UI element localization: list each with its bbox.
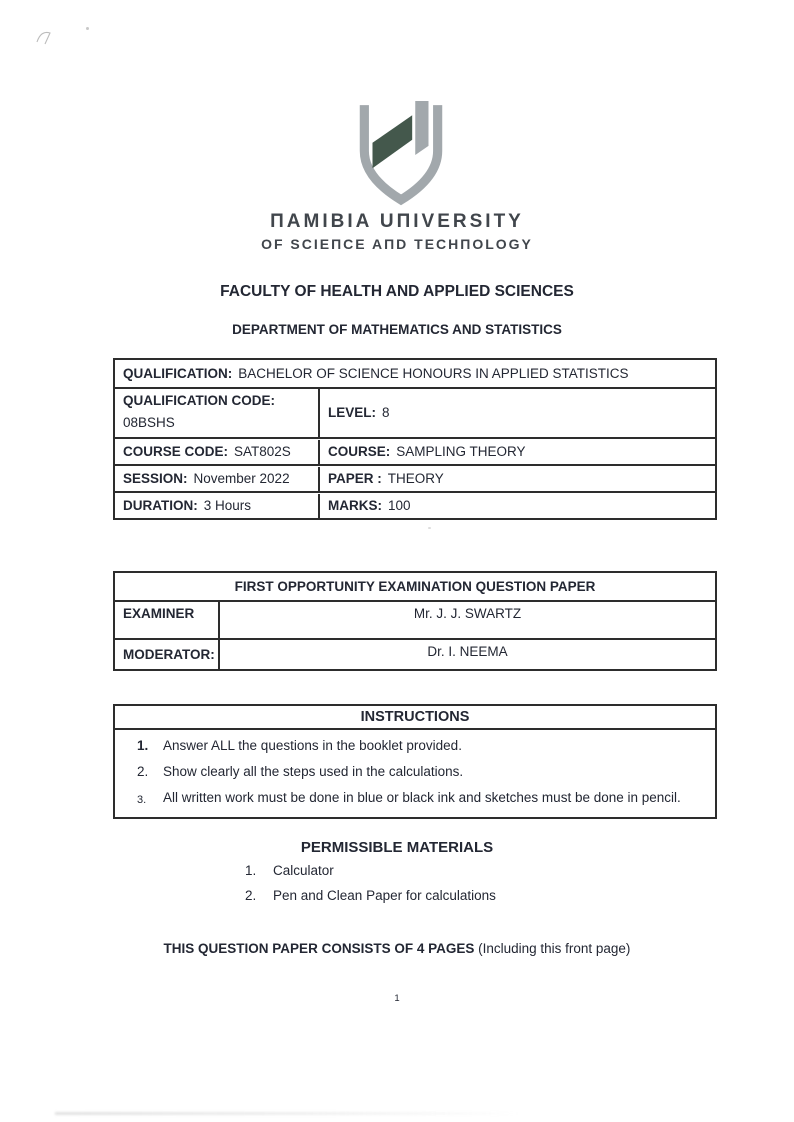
shield-green-banner [372, 115, 412, 168]
permissible-materials-title: PERMISSIBLE MATERIALS [300, 839, 494, 856]
material-item [245, 862, 496, 879]
faculty-heading: FACULTY OF HEALTH AND APPLIED SCIENCES [220, 283, 574, 300]
session-label: SESSION: [123, 470, 188, 486]
material-number: 1. [245, 863, 257, 878]
course-label: COURSE: [328, 443, 391, 459]
shield-logo-icon [350, 98, 452, 210]
duration-value: 3 Hours [203, 497, 252, 513]
level-cell [320, 389, 715, 437]
qualification-code-label: QUALIFICATION CODE: [123, 393, 275, 408]
examiner-name: Mr. J. J. SWARTZ [413, 606, 522, 621]
moderator-label: MODERATOR: [115, 640, 220, 669]
page-count-note [0, 941, 794, 956]
instruction-text: Show clearly all the steps used in the calculations. [163, 764, 464, 779]
paper-label: PAPER : [328, 470, 382, 486]
paper-value: THEORY [387, 470, 444, 486]
page-number: 1 [394, 993, 400, 1004]
instructions-title: INSTRUCTIONS [115, 706, 715, 730]
university-wordmark-line1: ПAMIBIA UПIVERSITY [270, 211, 524, 232]
marks-value: 100 [388, 497, 411, 513]
course-code-label: COURSE CODE: [123, 443, 229, 459]
examiner-row [115, 600, 715, 638]
page-count-bold: THIS QUESTION PAPER CONSISTS OF 4 PAGES [163, 941, 475, 956]
material-text: Calculator [273, 863, 334, 878]
level-label: LEVEL: [328, 405, 377, 420]
qualification-code-cell [115, 389, 320, 437]
course-cell [320, 440, 715, 464]
moderator-row [115, 638, 715, 669]
instruction-number: 1. [137, 738, 149, 753]
qualification-value: BACHELOR OF SCIENCE HONOURS IN APPLIED STATISTICS [238, 365, 629, 381]
examination-table [113, 571, 717, 671]
scan-speck [86, 27, 89, 30]
paper-cell [320, 467, 715, 491]
moderator-name: Dr. I. NEEMA [427, 644, 508, 659]
examiner-label: EXAMINER [115, 602, 220, 638]
course-details-table [113, 358, 717, 520]
qualification-code-value: 08BSHS [123, 415, 175, 430]
level-value: 8 [382, 405, 390, 420]
scan-smudge [55, 1112, 520, 1115]
instruction-number: 2. [137, 764, 149, 779]
table-row-course-code [115, 437, 715, 464]
instruction-text: All written work must be done in blue or black ink and sketches must be done in pencil. [163, 790, 681, 805]
table-row-duration [115, 491, 715, 518]
course-code-value: SAT802S [234, 443, 291, 459]
instructions-box [113, 704, 717, 819]
course-code-cell [115, 440, 320, 464]
table-row-session [115, 464, 715, 491]
table-row-qualification-code [115, 387, 715, 437]
department-heading: DEPARTMENT OF MATHEMATICS AND STATISTICS [232, 322, 562, 337]
duration-label: DURATION: [123, 497, 198, 513]
session-cell [115, 467, 320, 491]
instruction-item [137, 737, 705, 754]
exam-paper-title: FIRST OPPORTUNITY EXAMINATION QUESTION PAPER [234, 578, 596, 594]
qualification-cell [115, 362, 637, 386]
material-item [245, 887, 496, 904]
exam-table-header-row [115, 573, 715, 600]
instruction-number: 3. [137, 794, 147, 806]
permissible-materials-list [245, 862, 496, 912]
session-value: November 2022 [193, 470, 290, 486]
page-count-normal: (Including this front page) [474, 941, 631, 956]
instructions-list [115, 730, 715, 817]
instruction-item [137, 763, 705, 780]
instruction-item [137, 789, 705, 809]
material-number: 2. [245, 888, 257, 903]
table-row-qualification [115, 360, 715, 387]
university-wordmark-line2: OF SCIEПCE AПD TECHПOLOGY [261, 236, 533, 252]
qualification-label: QUALIFICATION: [123, 365, 233, 381]
marks-label: MARKS: [328, 497, 382, 513]
course-value: SAMPLING THEORY [396, 443, 526, 459]
scan-speck [428, 527, 431, 529]
duration-cell [115, 494, 320, 518]
marks-cell [320, 494, 715, 518]
pencil-scribble-mark [34, 26, 60, 50]
university-logo [350, 98, 452, 210]
material-text: Pen and Clean Paper for calculations [273, 888, 496, 903]
shield-inner-bar [415, 101, 428, 155]
instruction-text: Answer ALL the questions in the booklet provided. [163, 738, 462, 753]
